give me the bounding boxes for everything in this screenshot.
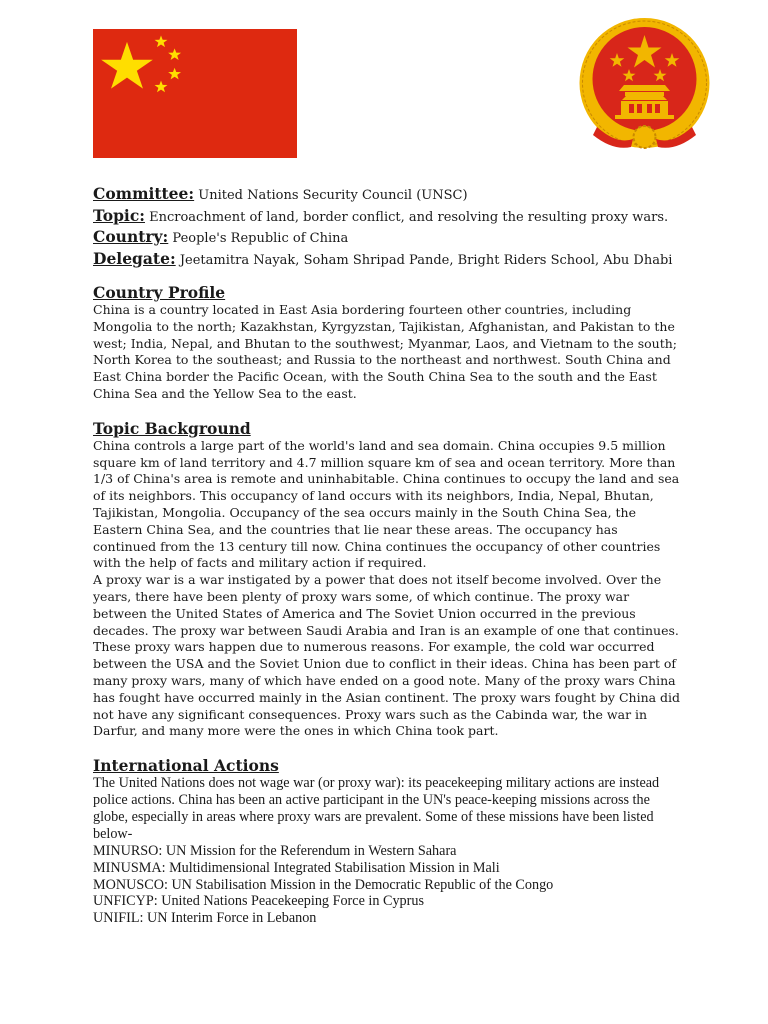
emblem-image [577,17,712,157]
document-body [93,184,683,927]
missions-list [93,843,683,928]
topic-background-paragraph-1: China controls a large part of the world's land and sea domain. China occupies 9.5 million square km of land territory and 4.7 million square km of sea and ocean territory. More than 1/3 of China's area is remote and uninhabitable. China continues to occupy the land and sea of its neighbors. This occupancy of land occurs with its neighbors, India, Nepal, Bhutan, Tajikistan, Mongolia. Occupancy of the sea occurs mainly in the South China Sea, the Eastern China Sea, and the countries that lie near these areas. The occupancy has continued from the 13 century till now. China continues the occupancy of other countries with the help of facts and military action if required. [93,437,680,571]
topic-background-heading: Topic Background [93,418,251,438]
delegate-line [93,249,683,271]
topic-background-paragraph-2: A proxy war is a war instigated by a power that does not itself become involved. Over the years, there have been plenty of proxy wars some, of which continue. The proxy war between the United States of America and The Soviet Union occurred in the previous decades. The proxy war between Saudi Arabia and Iran is an example of one that continues. These proxy wars happen due to numerous reasons. For example, the cold war occurred between the USA and the Soviet Union due to conflict in their ideas. China has been part of many proxy wars, many of which have ended on a good note. Many of the proxy wars China has fought have occurred mainly in the Asian continent. The proxy wars fought by China did not have any significant consequences. Proxy wars such as the Cabinda war, the war in Darfur, and many more were the ones in which China took part. [93,572,681,739]
emblem-gate-icon [615,85,674,119]
committee-line [93,184,683,206]
topic-label: Topic: [93,205,145,225]
mission-item: MINUSMA: Multidimensional Integrated Stabilisation Mission in Mali [93,859,500,876]
topic-value: Encroachment of land, border conflict, and resolving the resulting proxy wars. [149,209,669,225]
emblem-cogwheel-icon [634,126,656,148]
country-profile-text: China is a country located in East Asia bordering fourteen other countries, including Mongolia to the north; Kazakhstan, Kyrgyzstan, Tajikistan, Afghanistan, and Pakistan to the west; India, Nepal, and Bhutan to the southwest; Myanmar, Laos, and Vietnam to the south; North Korea to the southeast; and Russia to the northeast and northwest. South China and East China border the Pacific Ocean, with the South China Sea to the south and the East China Sea and the Yellow Sea to the east. [93,302,677,401]
mission-item: UNIFIL: UN Interim Force in Lebanon [93,910,317,927]
international-actions-heading: International Actions [93,756,279,776]
committee-value: United Nations Security Council (UNSC) [198,188,468,203]
country-profile-heading: Country Profile [93,283,226,302]
country-line [93,227,683,249]
country-value: People's Republic of China [172,231,349,246]
country-label: Country: [93,227,169,246]
international-actions-text: The United Nations does not wage war (or proxy war): its peacekeeping military actions are instead police actions. China has been an active participant in the UN's peace-keeping missions across the globe, especially in areas where proxy wars are prevalent. Some of these missions have been listed below- [93,775,660,842]
delegate-value: Jeetamitra Nayak, Soham Shripad Pande, Bright Riders School, Abu Dhabi [179,252,673,268]
topic-line [93,206,683,228]
mission-item: UNFICYP: United Nations Peacekeeping Force in Cyprus [93,893,424,910]
mission-item: MINURSO: UN Mission for the Referendum in Western Sahara [93,842,457,859]
flag-image [93,29,297,158]
flag-field [93,29,297,158]
committee-label: Committee: [93,184,195,203]
mission-item: MONUSCO: UN Stabilisation Mission in the Democratic Republic of the Congo [93,876,554,893]
delegate-label: Delegate: [93,248,176,268]
